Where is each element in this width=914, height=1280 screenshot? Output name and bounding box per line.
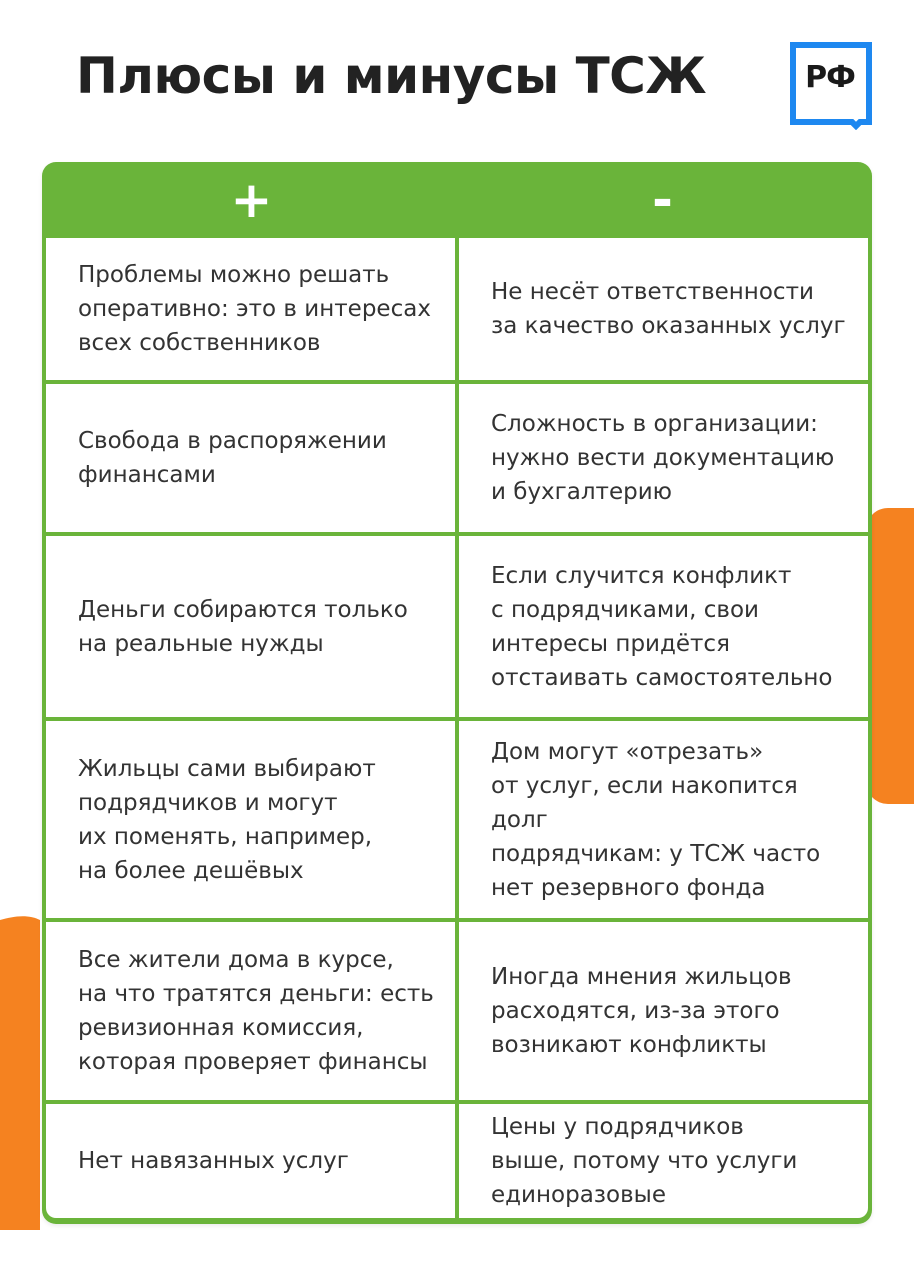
minus-cell-5: Иногда мнения жильцов расходятся, из-за этого возникают конфликты <box>459 922 868 1100</box>
plus-cell-2: Свобода в распоряжении финансами <box>46 384 455 532</box>
minus-cell-6: Цены у подрядчиков выше, потому что услуги единоразовые <box>459 1104 868 1218</box>
minus-cell-2: Сложность в организации: нужно вести документацию и бухгалтерию <box>459 384 868 532</box>
page-title: Плюсы и минусы ТСЖ <box>76 47 707 105</box>
rf-logo <box>790 42 874 130</box>
plus-cell-5: Все жители дома в курсе, на что тратятся деньги: есть ревизионная комиссия, которая проверяет финансы <box>46 922 455 1100</box>
minus-header: - <box>652 171 673 229</box>
minus-cell-4: Дом могут «отрезать» от услуг, если накопится долг подрядчикам: у ТСЖ часто нет резервного фонда <box>459 721 868 918</box>
logo-text: РФ <box>805 60 855 95</box>
pros-cons-table <box>42 162 872 1224</box>
table-header <box>46 162 868 238</box>
plus-header: + <box>230 171 273 229</box>
minus-cell-3: Если случится конфликт с подрядчиками, свои интересы придётся отстаивать самостоятельно <box>459 536 868 717</box>
orange-decoration-right <box>866 508 914 804</box>
plus-cell-4: Жильцы сами выбирают подрядчиков и могут их поменять, например, на более дешёвых <box>46 721 455 918</box>
orange-decoration-left <box>0 910 40 1230</box>
table-body <box>46 238 868 1218</box>
minus-cell-1: Не несёт ответственности за качество оказанных услуг <box>459 238 868 380</box>
plus-cell-6: Нет навязанных услуг <box>46 1104 455 1218</box>
plus-cell-3: Деньги собираются только на реальные нужды <box>46 536 455 717</box>
plus-cell-1: Проблемы можно решать оперативно: это в интересах всех собственников <box>46 238 455 380</box>
